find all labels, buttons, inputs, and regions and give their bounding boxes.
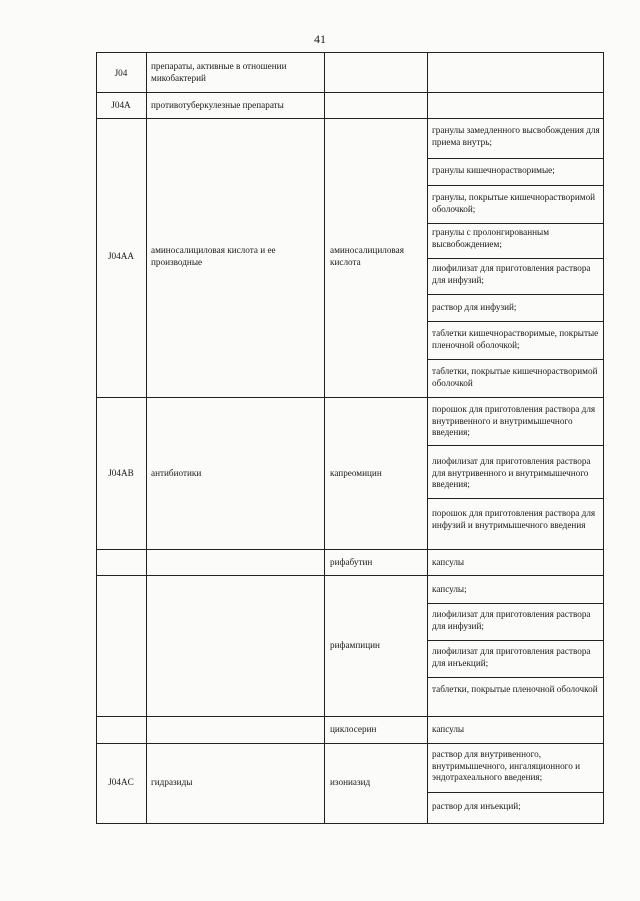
atc-group-name: противотуберкулезные препараты	[151, 100, 284, 110]
row-divider	[96, 397, 604, 398]
drug-name: капреомицин	[330, 468, 382, 478]
dosage-form: таблетки, покрытые пленочной оболочкой	[432, 684, 598, 694]
row-divider	[96, 716, 604, 717]
form-divider	[427, 677, 604, 678]
form-divider	[427, 321, 604, 322]
atc-code: J04A	[111, 100, 131, 110]
drug-name: рифабутин	[330, 557, 373, 567]
dosage-form: капсулы	[432, 557, 465, 567]
form-divider	[427, 498, 604, 499]
dosage-form: лиофилизат для приготовления раствора для инфузий;	[432, 609, 591, 631]
form-divider	[427, 158, 604, 159]
dosage-form: таблетки, покрытые кишечнорастворимой оболочкой	[432, 366, 598, 388]
dosage-form: раствор для инфузий;	[432, 302, 517, 312]
form-divider	[427, 185, 604, 186]
row-divider	[96, 743, 604, 744]
atc-group-name: гидразиды	[151, 777, 193, 787]
dosage-form: лиофилизат для приготовления раствора для инъекций;	[432, 646, 591, 668]
atc-code: J04AC	[108, 777, 134, 787]
drug-name: изониазид	[330, 777, 371, 787]
dosage-form: раствор для инъекций;	[432, 801, 521, 811]
dosage-form: капсулы;	[432, 584, 467, 594]
form-divider	[427, 640, 604, 641]
form-divider	[427, 359, 604, 360]
atc-code: J04	[114, 68, 128, 78]
row-divider	[96, 118, 604, 119]
dosage-form: таблетки кишечнорастворимые, покрытые пленочной оболочкой;	[432, 328, 599, 350]
dosage-form: лиофилизат для приготовления раствора для инфузий;	[432, 263, 591, 285]
drug-name: циклосерин	[330, 724, 377, 734]
atc-code: J04AB	[108, 468, 134, 478]
table-border-left	[96, 52, 97, 824]
atc-table	[96, 52, 604, 824]
dosage-form: лиофилизат для приготовления раствора для внутривенного и внутримышечного введения;	[432, 456, 591, 489]
page-number: 41	[314, 32, 326, 46]
drug-name: рифампицин	[330, 640, 380, 650]
drug-name: аминосалициловая кислота	[330, 245, 404, 267]
dosage-form: порошок для приготовления раствора для внутривенного и внутримышечного введения;	[432, 404, 596, 437]
column-divider	[427, 52, 428, 824]
row-divider	[96, 52, 604, 53]
dosage-form: капсулы	[432, 724, 465, 734]
atc-group-name: антибиотики	[151, 468, 202, 478]
dosage-form: гранулы кишечнорастворимые;	[432, 165, 555, 175]
row-divider	[96, 549, 604, 550]
dosage-form: гранулы замедленного высвобождения для приема внутрь;	[432, 125, 600, 147]
form-divider	[427, 258, 604, 259]
form-divider	[427, 792, 604, 793]
column-divider	[146, 52, 147, 824]
atc-group-name: препараты, активные в отношении микобактерий	[151, 61, 287, 83]
atc-group-name: аминосалициловая кислота и ее производные	[151, 245, 276, 267]
dosage-form: гранулы, покрытые кишечнорастворимой оболочкой;	[432, 192, 596, 214]
form-divider	[427, 294, 604, 295]
atc-code: J04AA	[107, 251, 135, 261]
dosage-form: порошок для приготовления раствора для инфузий и внутримышечного введения	[432, 508, 596, 530]
column-divider	[324, 52, 325, 824]
form-divider	[427, 445, 604, 446]
dosage-form: гранулы с пролонгированным высвобождением;	[432, 227, 550, 249]
row-divider	[96, 823, 604, 824]
form-divider	[427, 223, 604, 224]
row-divider	[96, 575, 604, 576]
form-divider	[427, 603, 604, 604]
dosage-form: раствор для внутривенного, внутримышечного, ингаляционного и эндотрахеального введения;	[432, 749, 581, 782]
table-border-right	[603, 52, 604, 824]
row-divider	[96, 92, 604, 93]
